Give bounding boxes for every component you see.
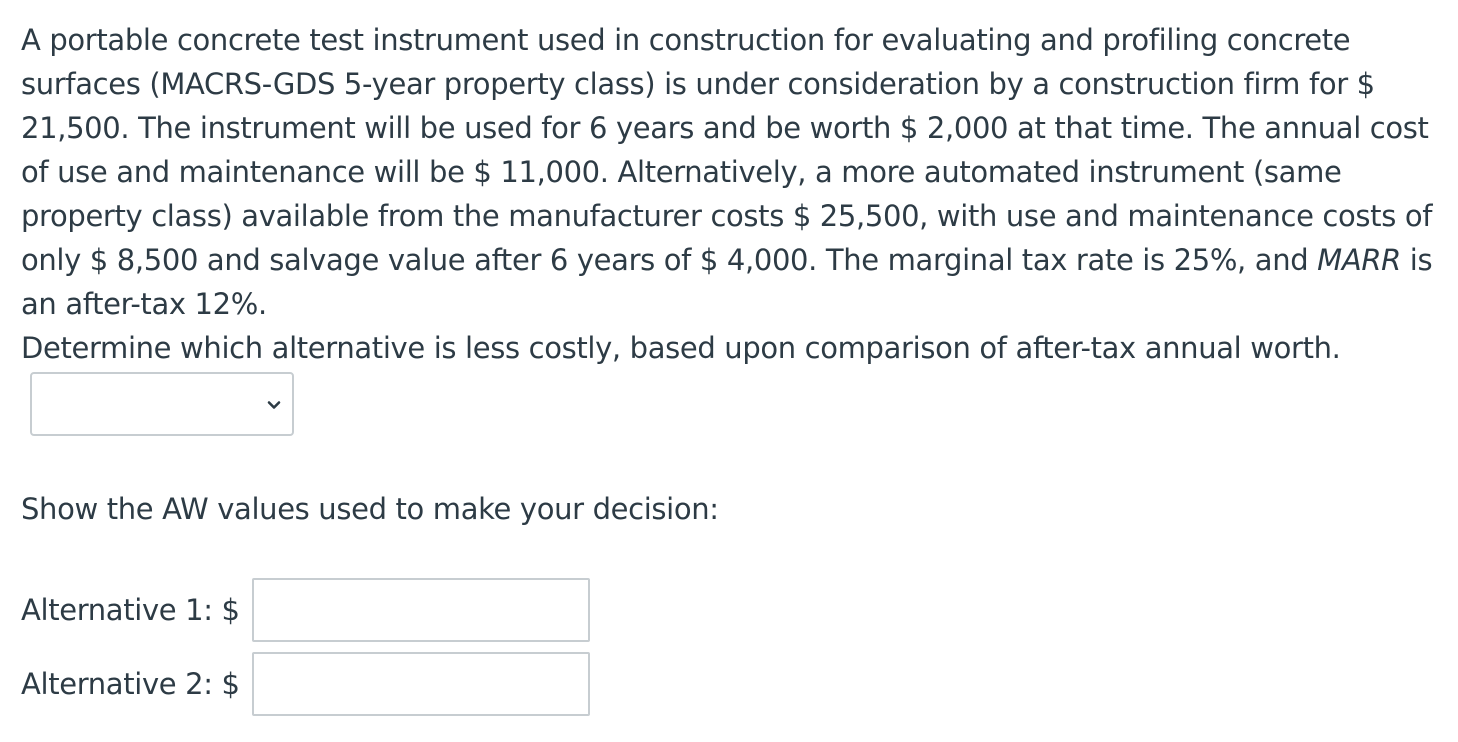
alternative-1-input[interactable] — [252, 578, 590, 642]
alternative-select[interactable] — [30, 372, 294, 436]
problem-text-part1: A portable concrete test instrument used in construction for evaluating and profiling concrete surfaces (MACRS-GDS 5-year property class) is under consideration by a construction firm for $ 21,500. The instrument will be used for 6 years and be worth $ 2,000 at that time. The annual cost of use and maintenance will be $ 11,000. Alternatively, a more automated instrument (same property class) available from the manufacturer costs $ 25,500, with use and maintenance costs of only $ 8,500 and salvage value after 6 years of $ 4,000. The marginal tax rate is 25%, and — [21, 23, 1433, 277]
chevron-down-icon — [266, 397, 282, 413]
aw-prompt: Show the AW values used to make your decision: — [21, 492, 719, 526]
question-text: Determine which alternative is less costly, based upon comparison of after-tax annual worth. — [21, 331, 1341, 365]
alternative-1-label: Alternative 1: $ — [21, 593, 240, 627]
alternative-2-label: Alternative 2: $ — [21, 667, 240, 701]
alternative-2-input[interactable] — [252, 652, 590, 716]
problem-statement — [21, 18, 1446, 326]
marr-term: MARR — [1317, 243, 1401, 277]
problem-text-part2: is an after-tax 12%. — [21, 243, 1433, 321]
